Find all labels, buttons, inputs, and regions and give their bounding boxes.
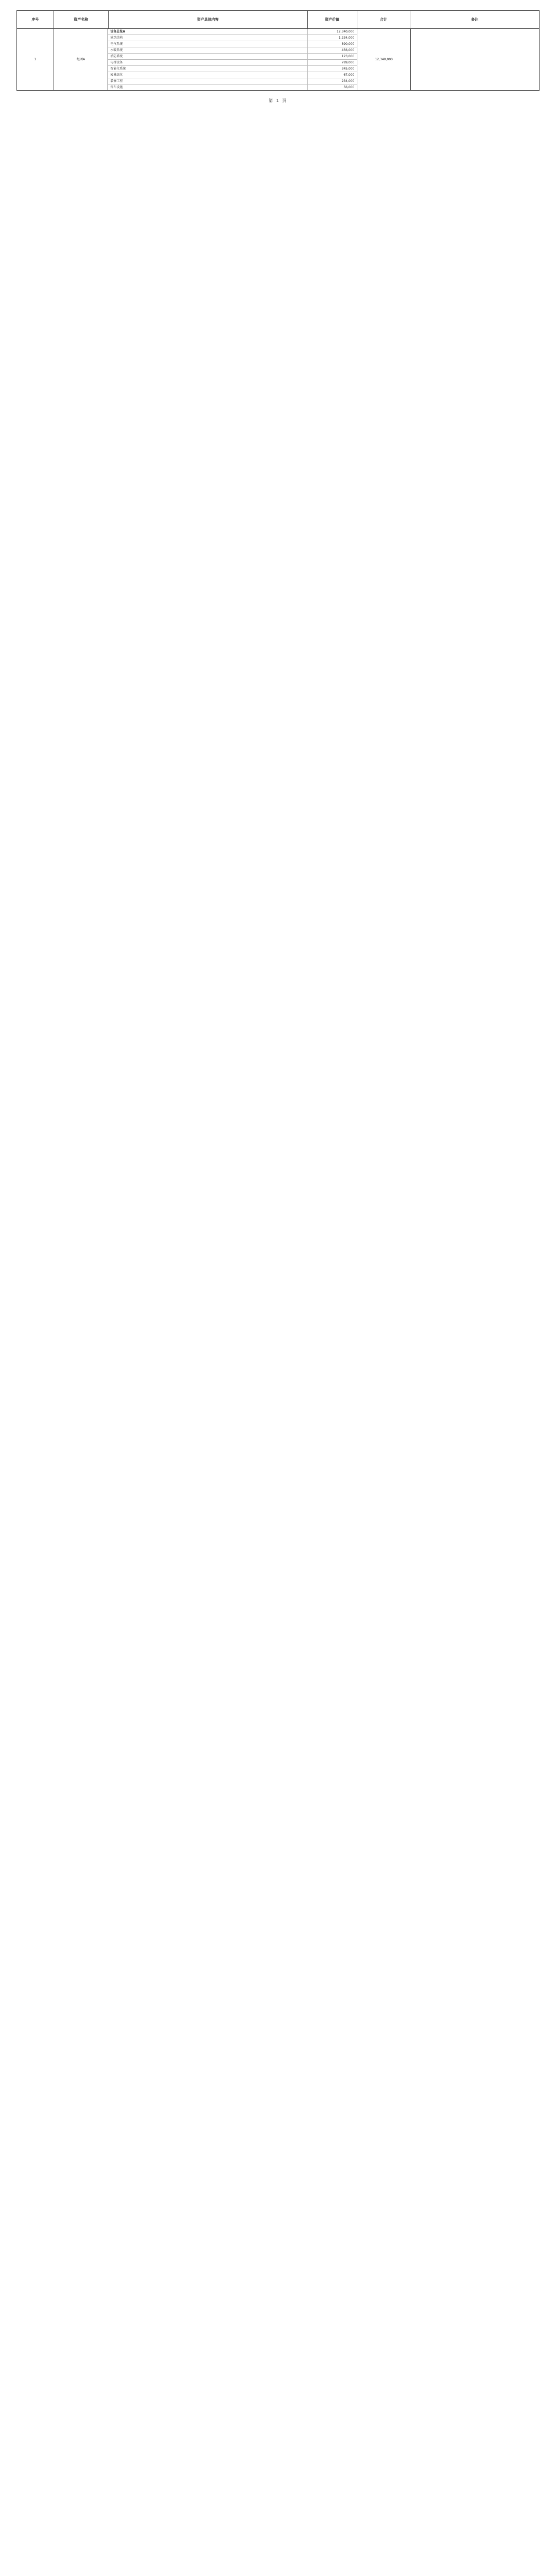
page-number: 第 1 页 [268, 98, 288, 103]
row-detail: 园林绿化 [108, 72, 307, 78]
row-value: 56,000 [343, 86, 355, 89]
header-cell-total: 合计 [357, 11, 411, 28]
row-detail: 建筑结构 [108, 35, 307, 41]
asset-table [16, 10, 540, 91]
row-value: 123,000 [341, 55, 355, 58]
row-value: 890,000 [341, 42, 355, 46]
group-notes [411, 29, 539, 90]
table-row [108, 54, 357, 60]
group-total: 12,340,000 [357, 29, 411, 90]
row-detail: 设备总览A [108, 29, 307, 35]
row-detail: 消防系统 [108, 54, 307, 59]
group-id: 1 [17, 29, 54, 90]
header-cell-notes: 备注 [471, 17, 479, 22]
row-detail: 智能化系统 [108, 66, 307, 72]
table-row [108, 84, 357, 90]
row-detail: 电气系统 [108, 41, 307, 47]
group-name: 组团A [54, 29, 109, 90]
row-detail: 电梯设备 [108, 60, 307, 65]
table-row [108, 41, 357, 47]
group-items [108, 29, 357, 90]
row-value: 456,000 [341, 48, 355, 52]
row-value: 67,000 [343, 73, 355, 77]
row-value: 1,234,000 [338, 36, 355, 40]
header-cell-value: 资产价值 [308, 11, 357, 28]
table-row [108, 29, 357, 35]
table-row [108, 60, 357, 66]
header-cell-name: 资产名称 [54, 11, 109, 28]
row-detail: 装修工程 [108, 78, 307, 84]
table-row [108, 72, 357, 78]
asset-group [17, 29, 539, 90]
row-value: 789,000 [341, 61, 355, 64]
header-cell-detail: 资产具体内容 [109, 11, 308, 28]
row-value: 12,340,000 [337, 30, 355, 33]
row-detail: 水暖系统 [108, 47, 307, 53]
table-row [108, 78, 357, 84]
row-value: 234,000 [341, 79, 355, 83]
table-header [17, 11, 539, 29]
header-cell-id: 序号 [17, 11, 54, 28]
table-row [108, 66, 357, 72]
table-row [108, 35, 357, 41]
page [16, 10, 540, 91]
table-row [108, 47, 357, 54]
row-value: 345,000 [341, 67, 355, 71]
row-detail: 停车设施 [108, 84, 307, 90]
